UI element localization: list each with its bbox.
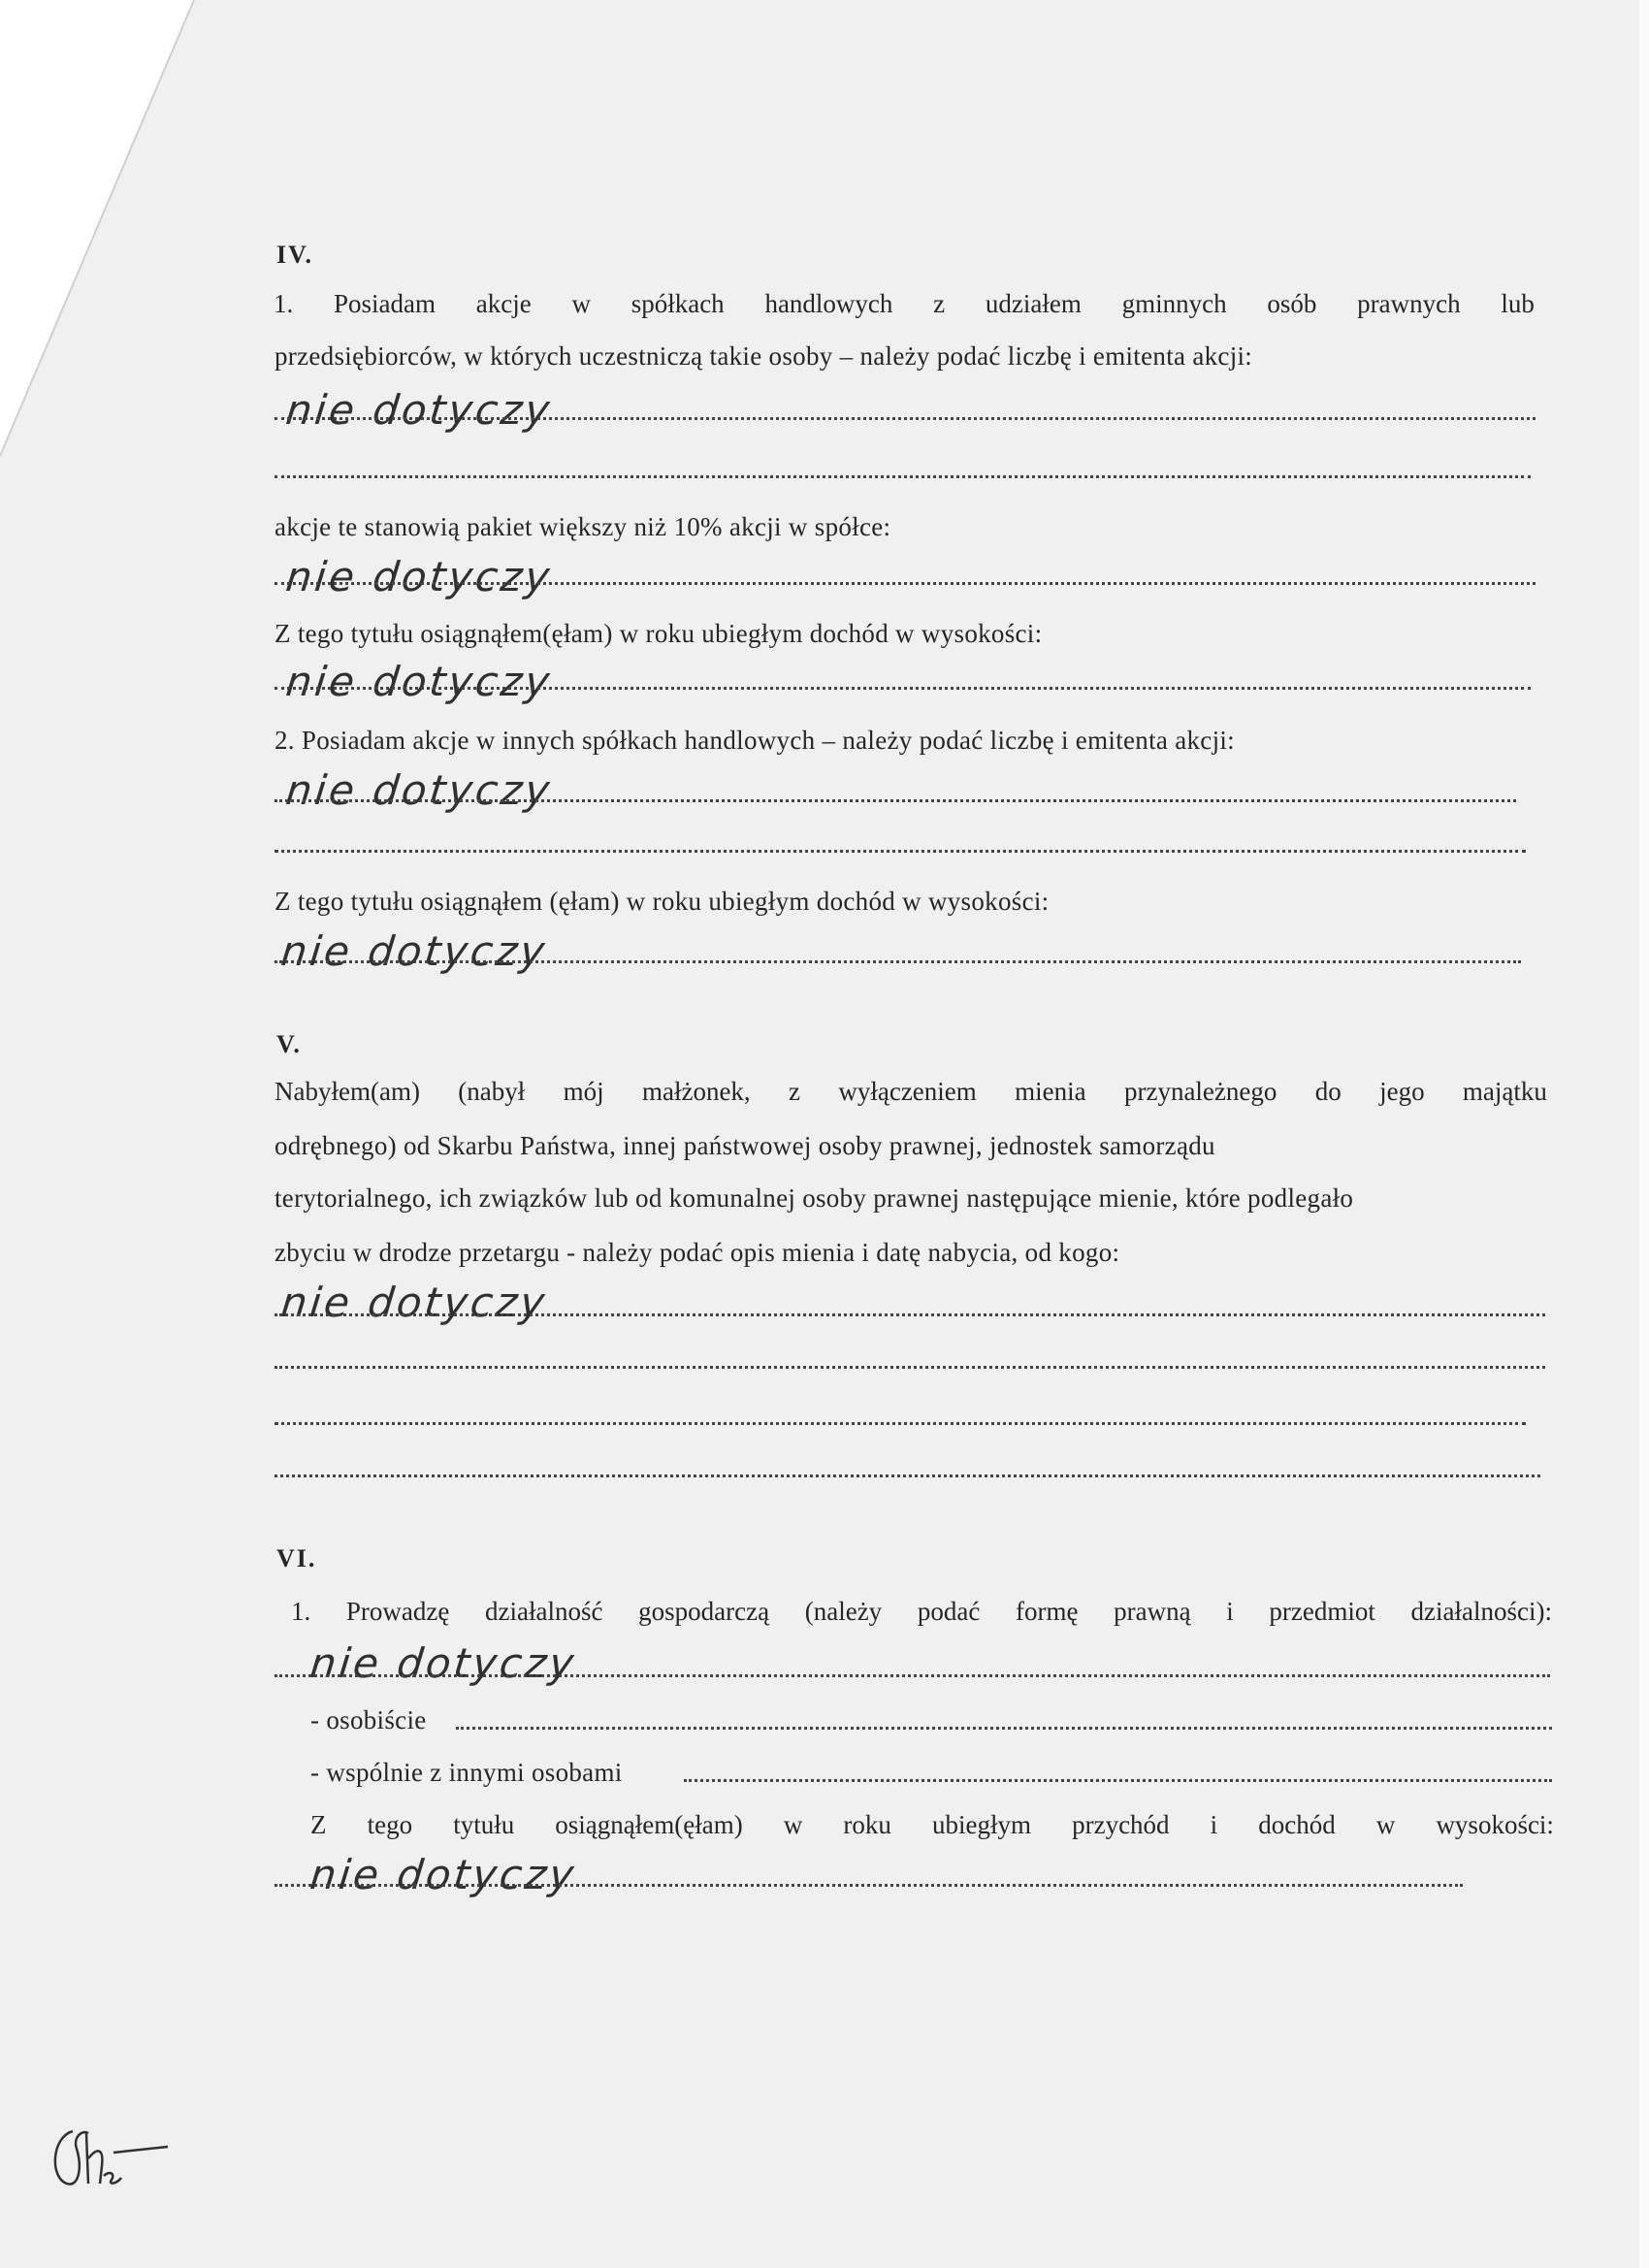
handwritten-answer-vi-1: nie dotyczy (307, 1639, 579, 1687)
handwritten-answer-pakiet: nie dotyczy (283, 553, 555, 600)
section-v-line3: terytorialnego, ich związków lub od komunalnej osoby prawnej następujące mienie, które podlegało (275, 1183, 1354, 1213)
answer-line-v-d (275, 1474, 1540, 1477)
answer-line-dochod1 (275, 687, 1531, 690)
item2-label: 2. Posiadam akcje w innych spółkach handlowych – należy podać liczbę i emitenta akcji: (275, 726, 1235, 755)
handwritten-initials-signature (44, 2120, 179, 2197)
handwritten-answer-item2: nie dotyczy (283, 766, 555, 814)
answer-line-v-a (275, 1313, 1545, 1316)
section-vi-heading: VI. (276, 1544, 317, 1572)
answer-line-pakiet (275, 582, 1536, 585)
pakiet-label: akcje te stanowią pakiet większy niż 10% akcji w spółce: (275, 512, 891, 541)
answer-line-osobiscie (456, 1727, 1552, 1730)
handwritten-answer-dochod1: nie dotyczy (283, 658, 555, 705)
handwritten-answer-iv-1: nie dotyczy (283, 386, 555, 434)
answer-line-v-c (275, 1422, 1526, 1425)
answer-line-v-b (275, 1366, 1545, 1369)
section-v-line1: Nabyłem(am) (nabył mój małżonek, z wyłączeniem mienia przynależnego do jego majątku (275, 1077, 1547, 1106)
answer-line-item2b (275, 850, 1526, 853)
dochod2-label: Z tego tytułu osiągnąłem (ęłam) w roku ubiegłym dochód w wysokości: (275, 887, 1050, 916)
dochod1-label: Z tego tytułu osiągnąłem(ęłam) w roku ubiegłym dochód w wysokości: (275, 619, 1043, 648)
answer-line-vi-1 (275, 1674, 1550, 1677)
section-iv-item1-line1: 1. Posiadam akcje w spółkach handlowych z udziałem gminnych osób prawnych lub (274, 289, 1535, 318)
answer-line-dochod2 (275, 960, 1521, 963)
section-vi-item1: 1. Prowadzę działalność gospodarczą (należy podać formę prawną i przedmiot działalności): (291, 1597, 1552, 1626)
wspolnie-label: - wspólnie z innymi osobami (310, 1758, 623, 1787)
answer-line-wspolnie (684, 1779, 1552, 1782)
section-v-line2: odrębnego) od Skarbu Państwa, innej państwowej osoby prawnej, jednostek samorządu (275, 1131, 1215, 1160)
section-v-line4: zbyciu w drodze przetargu - należy podać opis mienia i datę nabycia, od kogo: (275, 1238, 1120, 1267)
section-iv-item1-line2: przedsiębiorców, w których uczestniczą takie osoby – należy podać liczbę i emitenta akcji: (275, 341, 1253, 371)
section-v-heading: V. (276, 1030, 302, 1058)
section-iv-heading: IV. (276, 241, 314, 269)
handwritten-answer-v: nie dotyczy (278, 1279, 550, 1326)
answer-line-iv-1b (275, 475, 1531, 478)
przychod-label: Z tego tytułu osiągnąłem(ęłam) w roku ubiegłym przychód i dochód w wysokości: (310, 1810, 1554, 1839)
handwritten-answer-dochod2: nie dotyczy (278, 927, 550, 975)
answer-line-item2a (275, 799, 1516, 802)
handwritten-answer-przychod: nie dotyczy (307, 1851, 579, 1898)
osobiscie-label: - osobiście (310, 1705, 427, 1734)
answer-line-iv-1a (275, 417, 1536, 420)
answer-line-przychod (275, 1884, 1463, 1887)
